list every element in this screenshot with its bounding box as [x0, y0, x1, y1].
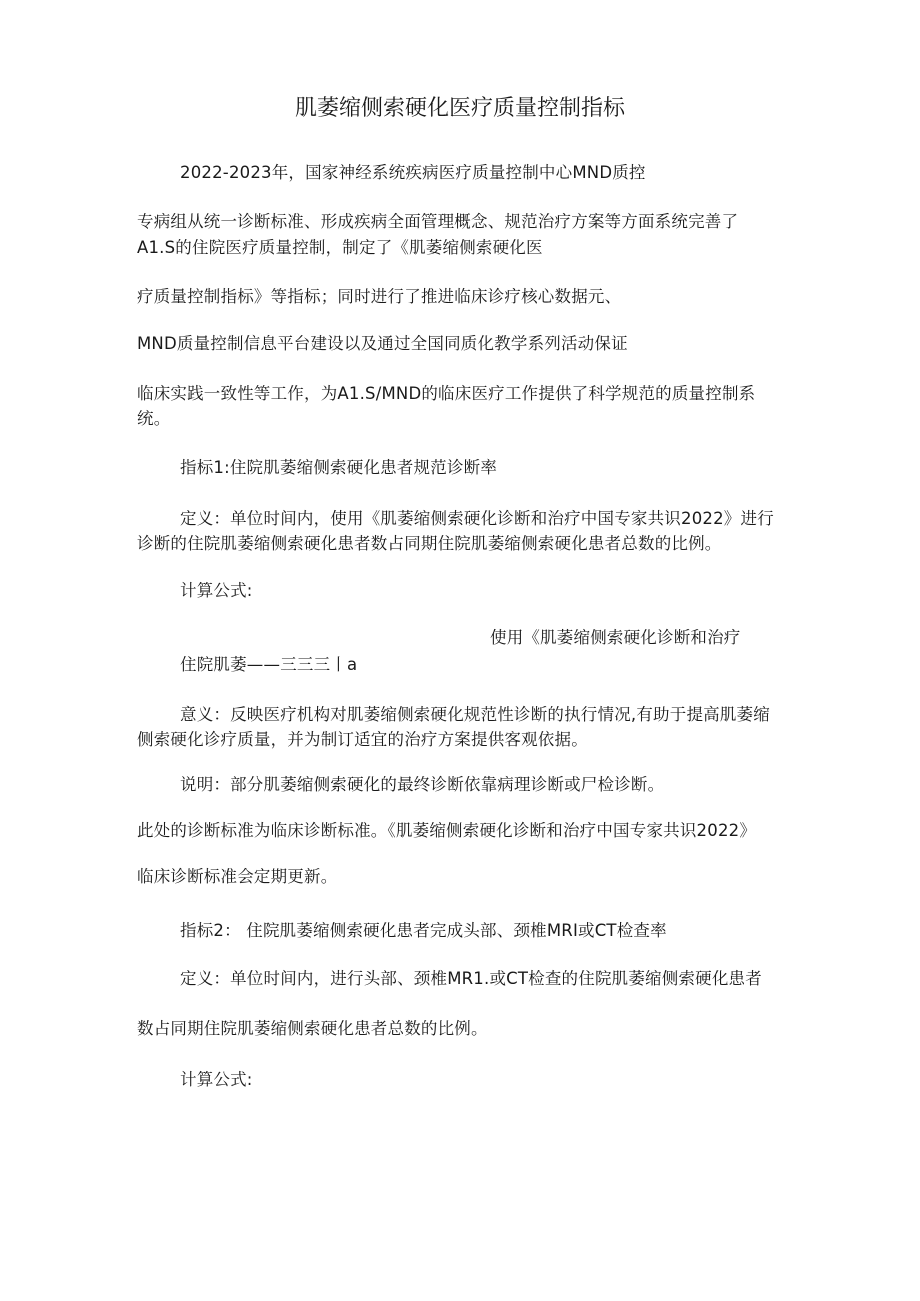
intro-line-4: MND质量控制信息平台建设以及通过全国同质化教学系列活动保证: [137, 334, 628, 353]
indicator2-definition-b: 数占同期住院肌萎缩侧索硬化患者总数的比例。: [137, 1019, 488, 1038]
indicator1-meaning-b: 侧索硬化诊疗质量，并为制订适宜的治疗方案提供客观依据。: [137, 730, 588, 749]
indicator1-formula-label: 计算公式:: [180, 581, 253, 600]
intro-line-3: 疗质量控制指标》等指标；同时进行了推进临床诊疗核心数据元、: [137, 287, 622, 306]
indicator1-formula-denominator: 住院肌萎——三三三丨a: [180, 655, 358, 674]
indicator1-formula-numerator: 使用《肌萎缩侧索硬化诊断和治疗: [490, 628, 741, 647]
indicator1-definition-b: 诊断的住院肌萎缩侧索硬化患者数占同期住院肌萎缩侧索硬化患者总数的比例。: [137, 534, 722, 553]
intro-line-1: 2022-2023年，国家神经系统疾病医疗质量控制中心MND质控: [180, 163, 646, 182]
indicator1-definition-a: 定义：单位时间内，使用《肌萎缩侧索硬化诊断和治疗中国专家共识2022》进行: [180, 509, 774, 528]
intro-line-5a: 临床实践一致性等工作，为A1.S/MND的临床医疗工作提供了科学规范的质量控制系: [137, 384, 756, 403]
intro-line-2b: A1.S的住院医疗质量控制，制定了《肌萎缩侧索硬化医: [137, 238, 543, 257]
intro-line-2a: 专病组从统一诊断标准、形成疾病全面管理概念、规范治疗方案等方面系统完善了: [137, 212, 739, 231]
indicator2-heading: 指标2： 住院肌萎缩侧索硬化患者完成头部、颈椎MRI或CT检查率: [180, 921, 667, 940]
indicator1-note-1: 说明：部分肌萎缩侧索硬化的最终诊断依靠病理诊断或尸检诊断。: [180, 775, 665, 794]
indicator2-formula-label: 计算公式:: [180, 1070, 253, 1089]
indicator1-meaning-a: 意义：反映医疗机构对肌萎缩侧索硬化规范性诊断的执行情况,有助于提高肌萎缩: [180, 705, 770, 724]
indicator1-heading: 指标1:住院肌萎缩侧索硬化患者规范诊断率: [180, 458, 498, 477]
indicator1-note-2: 此处的诊断标准为临床诊断标准。《肌萎缩侧索硬化诊断和治疗中国专家共识2022》: [137, 821, 757, 840]
document-title: 肌萎缩侧索硬化医疗质量控制指标: [294, 96, 625, 121]
indicator2-definition-a: 定义：单位时间内，进行头部、颈椎MR1.或CT检查的住院肌萎缩侧索硬化患者: [180, 969, 762, 988]
intro-line-5b: 统。: [137, 409, 171, 428]
indicator1-note-3: 临床诊断标准会定期更新。: [137, 867, 338, 886]
